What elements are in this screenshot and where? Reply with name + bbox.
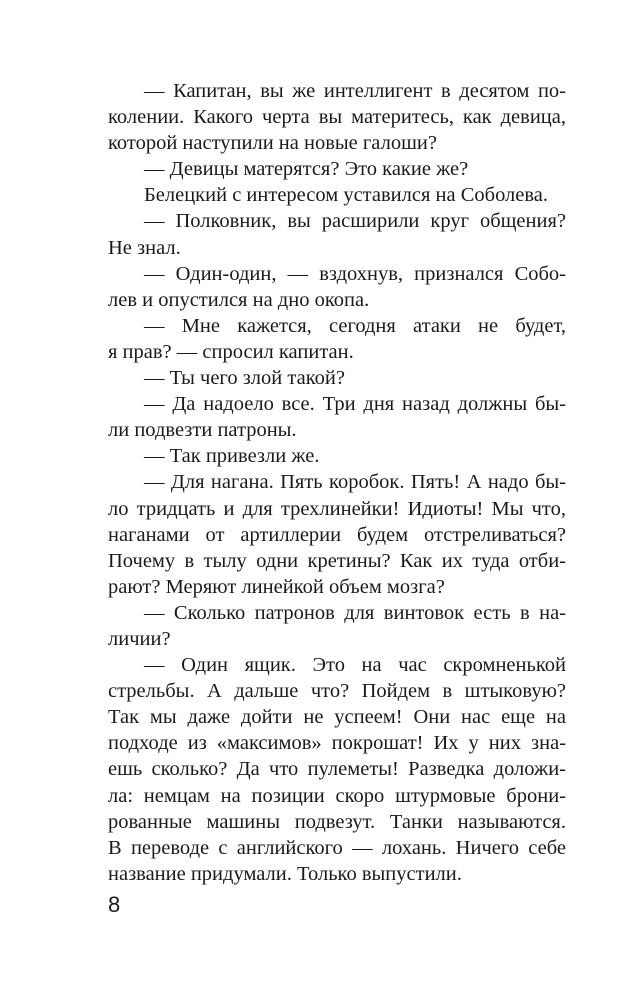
text-line: ешь сколько? Да что пулеметы! Разведка доложи- (108, 758, 566, 781)
text-line: рают? Меряют линейкой объем мозга? (108, 575, 445, 598)
text-line: название придумали. Только выпустили. (108, 862, 462, 885)
text-line: — Один ящик. Это на час скромненькой (144, 654, 566, 677)
text-line: ло тридцать и для трехлинейки! Идиоты! Мы что, (108, 497, 566, 520)
text-line: колении. Какого черта вы материтесь, как девица, (108, 106, 566, 129)
text-line: — Так привезли же. (144, 445, 320, 468)
text-line: Так мы даже дойти не успеем! Они нас еще на (108, 706, 566, 729)
text-line: Не знал. (108, 236, 181, 259)
text-line: наганами от артиллерии будем отстреливаться? (108, 523, 566, 546)
text-line: которой наступили на новые галоши? (108, 132, 437, 155)
text-line: — Мне кажется, сегодня атаки не будет, (144, 314, 566, 337)
text-line: ли подвезти патроны. (108, 419, 297, 442)
text-line: подходе из «максимов» покрошат! Их у них зна- (108, 732, 566, 755)
text-line: — Сколько патронов для винтовок есть в на- (144, 601, 566, 624)
text-line: стрельбы. А дальше что? Пойдем в штыковую? (108, 680, 566, 703)
text-line: — Полковник, вы расширили круг общения? (144, 210, 566, 233)
text-line: Белецкий с интересом уставился на Соболева. (144, 184, 549, 207)
text-line: — Один-один, — вздохнув, признался Собо- (144, 262, 566, 285)
text-line: личии? (108, 627, 171, 650)
text-line: — Девицы матерятся? Это какие же? (144, 158, 469, 181)
page-number: 8 (108, 892, 121, 917)
text-line: ла: немцам на позиции скоро штурмовые брони- (108, 784, 566, 807)
text-line: рованные машины подвезут. Танки называются. (108, 810, 566, 833)
text-line: лев и опустился на дно окопа. (108, 288, 370, 311)
body-text (108, 78, 566, 887)
text-line: — Да надоело все. Три дня назад должны бы- (144, 393, 566, 416)
text-line: я прав? — спросил капитан. (108, 340, 354, 363)
text-line: — Для нагана. Пять коробок. Пять! А надо бы- (144, 471, 566, 494)
text-line: — Ты чего злой такой? (144, 367, 345, 390)
text-line: В переводе с английского — лохань. Ничего себе (108, 836, 566, 859)
text-line: Почему в тылу одни кретины? Как их туда отби- (108, 549, 566, 572)
text-line: — Капитан, вы же интеллигент в десятом по- (144, 80, 566, 102)
